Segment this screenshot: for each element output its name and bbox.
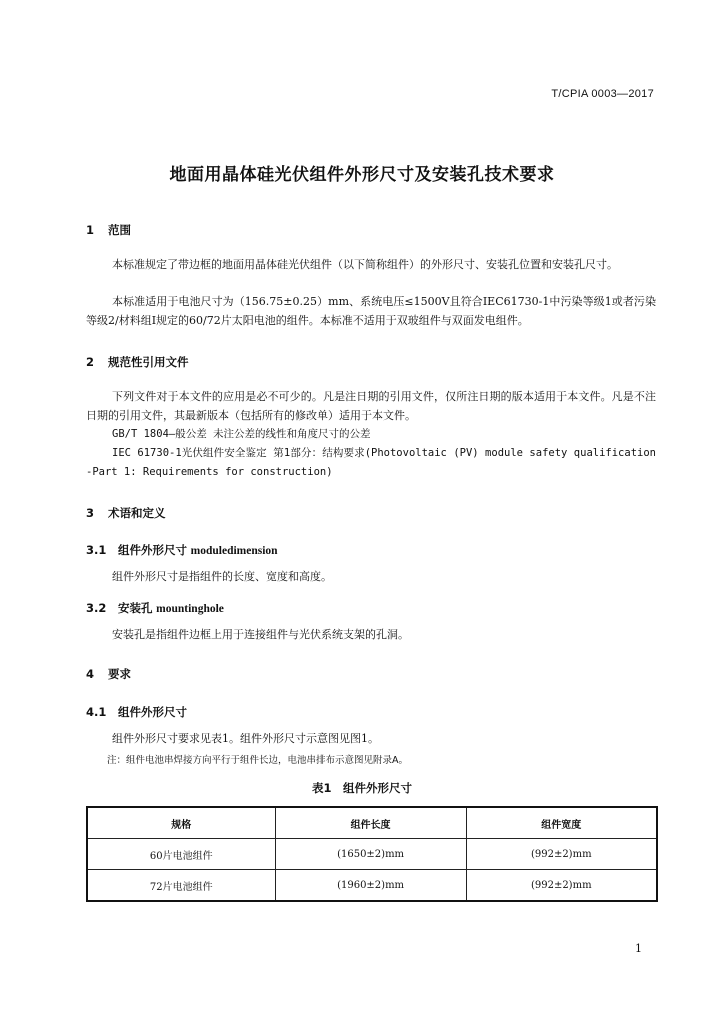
table-row xyxy=(87,870,657,902)
column-header-length: 组件长度 xyxy=(275,807,466,839)
column-header-width: 组件宽度 xyxy=(466,807,657,839)
table-cell: 60片电池组件 xyxy=(87,839,275,870)
subsection-number: 4.1 xyxy=(86,705,107,719)
table-cell: 72片电池组件 xyxy=(87,870,275,902)
table-cell: (1650±2)mm xyxy=(275,839,466,870)
term-chinese: 安装孔 xyxy=(118,601,153,615)
term-3-2-definition: 安装孔是指组件边框上用于连接组件与光伏系统支架的孔洞。 xyxy=(112,628,409,641)
subsection-4-1-heading xyxy=(86,704,187,720)
term-english: mountinghole xyxy=(156,603,224,615)
section-2-heading xyxy=(86,354,189,370)
section-title: 要求 xyxy=(108,667,131,681)
dimension-note: 注：组件电池串焊接方向平行于组件长边，电池串排布示意图见附录A。 xyxy=(107,755,408,766)
scope-paragraph-2: 本标准适用于电池尺寸为（156.75±0.25）mm、系统电压≤1500V且符合IEC61730-1中污染等级1或者污染等级2/材料组Ⅰ规定的60/72片太阳电池的组件。本标准不适用于双玻组件与双面发电组件。 xyxy=(86,295,656,327)
section-4-heading xyxy=(86,666,131,682)
dimension-requirement-paragraph: 组件外形尺寸要求见表1。组件外形尺寸示意图见图1。 xyxy=(112,732,379,745)
page-number: 1 xyxy=(635,942,642,955)
section-number: 1 xyxy=(86,223,95,237)
document-title: 地面用晶体硅光伏组件外形尺寸及安装孔技术要求 xyxy=(169,165,555,185)
section-number: 3 xyxy=(86,506,95,520)
section-number: 4 xyxy=(86,667,95,681)
section-title: 术语和定义 xyxy=(108,506,166,520)
reference-iec61730: IEC 61730-1光伏组件安全鉴定 第1部分：结构要求(Photovoltaic (PV) module safety qualification -Part 1: Requirements for construction) xyxy=(86,447,656,478)
term-3-1-heading xyxy=(86,542,278,558)
reference-gbt1804: GB/T 1804—般公差 未注公差的线性和角度尺寸的公差 xyxy=(112,428,371,440)
section-title: 规范性引用文件 xyxy=(108,355,189,369)
term-english: moduledimension xyxy=(190,545,278,557)
section-number: 2 xyxy=(86,355,95,369)
section-3-heading xyxy=(86,505,166,521)
scope-paragraph-1: 本标准规定了带边框的地面用晶体硅光伏组件（以下简称组件）的外形尺寸、安装孔位置和安装孔尺寸。 xyxy=(112,258,618,271)
column-header-spec: 规格 xyxy=(87,807,275,839)
table-header-row xyxy=(87,807,657,839)
term-3-2-heading xyxy=(86,600,224,616)
table-cell: (992±2)mm xyxy=(466,839,657,870)
document-code: T/CPIA 0003—2017 xyxy=(551,88,654,100)
table-cell: (992±2)mm xyxy=(466,870,657,902)
term-chinese: 组件外形尺寸 xyxy=(118,543,187,557)
section-1-heading xyxy=(86,222,131,238)
references-intro-paragraph: 下列文件对于本文件的应用是必不可少的。凡是注日期的引用文件，仅所注日期的版本适用于本文件。凡是不注日期的引用文件，其最新版本（包括所有的修改单）适用于本文件。 xyxy=(86,390,656,422)
table-caption: 表1 组件外形尺寸 xyxy=(311,781,412,795)
subsection-title: 组件外形尺寸 xyxy=(118,705,187,719)
term-number: 3.2 xyxy=(86,601,107,615)
term-number: 3.1 xyxy=(86,543,107,557)
term-3-1-definition: 组件外形尺寸是指组件的长度、宽度和高度。 xyxy=(112,570,332,583)
module-dimension-table xyxy=(86,806,658,902)
section-title: 范围 xyxy=(108,223,131,237)
table-cell: (1960±2)mm xyxy=(275,870,466,902)
table-row xyxy=(87,839,657,870)
